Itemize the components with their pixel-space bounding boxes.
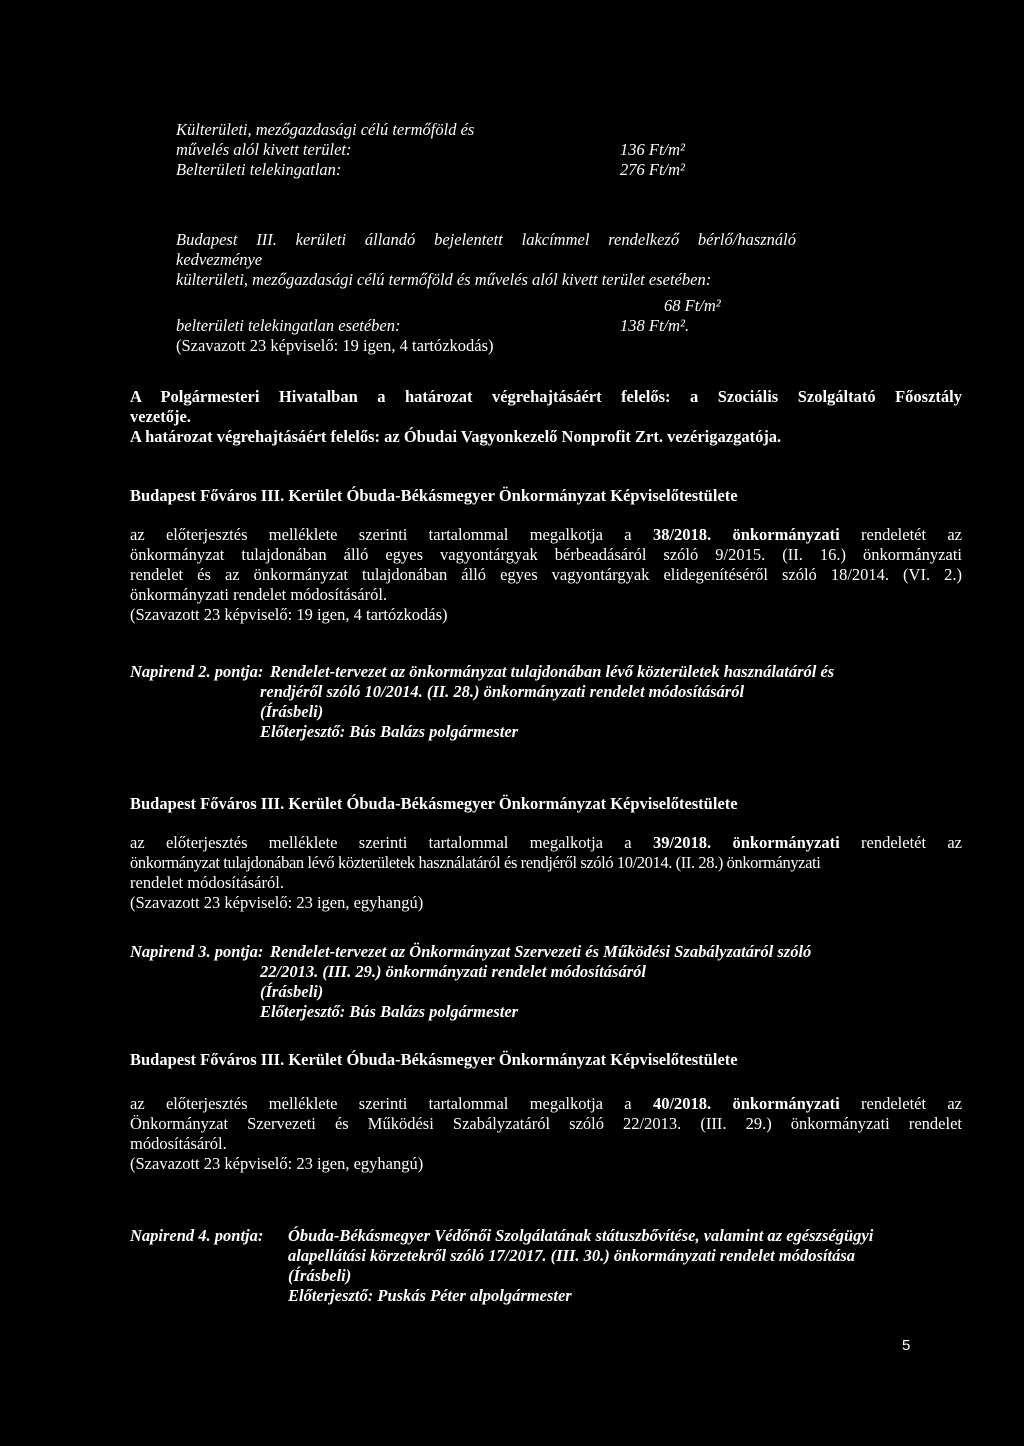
fee-outer-label-1: Külterületi, mezőgazdasági célú termőföld és <box>176 120 475 139</box>
res1-line3: rendelet és az önkormányzat tulajdonában álló egyes vagyontárgyak elidegenítéséről szóló 18/2014. (VI. 2.) <box>130 565 962 584</box>
agenda-4-presenter: Előterjesztő: Puskás Péter alpolgármester <box>288 1286 572 1305</box>
agenda-2-title-1: Rendelet-tervezet az önkormányzat tulajdonában lévő közterületek használatáról és <box>270 662 835 681</box>
res1-line1a: az előterjesztés melléklete szerinti tartalommal megalkotja a <box>130 525 632 544</box>
res3-line3: módosításáról. <box>130 1134 227 1153</box>
res2-line3: rendelet módosításáról. <box>130 873 284 892</box>
agenda-4-type: (Írásbeli) <box>288 1266 352 1285</box>
discount-section <box>176 230 796 356</box>
agenda-4-label: Napirend 4. pontja: <box>130 1226 264 1245</box>
res1-decree-number: 38/2018. önkormányzati <box>652 525 840 544</box>
discount-line-1: Budapest III. kerületi állandó bejelentett lakcímmel rendelkező bérlő/használó <box>176 230 796 249</box>
agenda-2-presenter: Előterjesztő: Bús Balázs polgármester <box>260 722 519 741</box>
council-title-2: Budapest Főváros III. Kerület Óbuda-Békásmegyer Önkormányzat Képviselőtestülete <box>130 794 738 813</box>
agenda-4-title-1: Óbuda-Békásmegyer Védőnői Szolgálatának státuszbővítése, valamint az egészségügyi <box>288 1226 874 1245</box>
discount-value-1: 68 Ft/m² <box>664 296 721 315</box>
res2-line2: önkormányzat tulajdonában lévő közterületek használatáról és rendjéről szóló 10/2014. (II. 28.) önkormányzati <box>130 853 821 872</box>
res3-line1c: rendeletét az <box>861 1094 963 1113</box>
fee-inner-value: 276 Ft/m² <box>620 160 685 179</box>
council-title: Budapest Főváros III. Kerület Óbuda-Békásmegyer Önkormányzat Képviselőtestülete <box>130 486 738 505</box>
resolution-40 <box>130 1050 962 1174</box>
discount-line-2: kedvezménye <box>176 250 263 269</box>
res1-vote: (Szavazott 23 képviselő: 19 igen, 4 tartózkodás) <box>130 605 448 624</box>
discount-vote: (Szavazott 23 képviselő: 19 igen, 4 tartózkodás) <box>176 336 494 355</box>
agenda-item-4 <box>130 1226 962 1308</box>
discount-value-2: 138 Ft/m². <box>620 316 690 335</box>
agenda-4-title-2: alapellátási körzetekről szóló 17/2017. (III. 30.) önkormányzati rendelet módosítása <box>288 1246 855 1265</box>
agenda-2-type: (Írásbeli) <box>260 702 324 721</box>
responsible-line-1: A Polgármesteri Hivatalban a határozat végrehajtásáért felelős: a Szociális Szolgáltató Főosztály <box>130 387 962 406</box>
fee-section <box>176 120 736 180</box>
agenda-2-title-2: rendjéről szóló 10/2014. (II. 28.) önkormányzati rendelet módosításáról <box>260 682 745 701</box>
council-title-3: Budapest Főváros III. Kerület Óbuda-Békásmegyer Önkormányzat Képviselőtestülete <box>130 1050 738 1069</box>
res2-vote: (Szavazott 23 képviselő: 23 igen, egyhangú) <box>130 893 424 912</box>
responsible-line-3: A határozat végrehajtásáért felelős: az Óbudai Vagyonkezelő Nonprofit Zrt. vezérigazgatója. <box>130 427 782 446</box>
fee-outer-label-2: művelés alól kivett terület: <box>176 140 352 159</box>
agenda-3-type: (Írásbeli) <box>260 982 324 1001</box>
res2-decree-number: 39/2018. önkormányzati <box>652 833 840 852</box>
fee-outer-value: 136 Ft/m² <box>620 140 685 159</box>
responsible-line-2: vezetője. <box>130 407 191 426</box>
agenda-3-presenter: Előterjesztő: Bús Balázs polgármester <box>260 1002 519 1021</box>
res3-line2: Önkormányzat Szervezeti és Működési Szabályzatáról szóló 22/2013. (III. 29.) önkormányzati rendelet <box>130 1114 962 1133</box>
res3-vote: (Szavazott 23 képviselő: 23 igen, egyhangú) <box>130 1154 424 1173</box>
res2-line1c: rendeletét az <box>861 833 963 852</box>
agenda-3-title-2: 22/2013. (III. 29.) önkormányzati rendelet módosításáról <box>260 962 646 981</box>
fee-inner-label: Belterületi telekingatlan: <box>176 160 342 179</box>
discount-line-3: külterületi, mezőgazdasági célú termőföld és művelés alól kivett terület esetében: <box>176 270 712 289</box>
res1-line4: önkormányzati rendelet módosításáról. <box>130 585 388 604</box>
agenda-2-label: Napirend 2. pontja: <box>130 662 264 681</box>
agenda-3-label: Napirend 3. pontja: <box>130 942 264 961</box>
res3-decree-number: 40/2018. önkormányzati <box>652 1094 840 1113</box>
responsible-section <box>130 387 962 447</box>
res2-line1a: az előterjesztés melléklete szerinti tartalommal megalkotja a <box>130 833 632 852</box>
res3-line1a: az előterjesztés melléklete szerinti tartalommal megalkotja a <box>130 1094 632 1113</box>
res1-line2: önkormányzat tulajdonában álló egyes vagyontárgyak bérbeadásáról szóló 9/2015. (II. 16.) önkormányzati <box>130 545 962 564</box>
page-number: 5 <box>902 1337 911 1354</box>
resolution-38 <box>130 486 962 625</box>
res1-line1c: rendeletét az <box>861 525 963 544</box>
agenda-item-3 <box>130 942 962 1024</box>
resolution-39 <box>130 794 962 913</box>
agenda-item-2 <box>130 662 962 744</box>
discount-line-4: belterületi telekingatlan esetében: <box>176 316 401 335</box>
agenda-3-title-1: Rendelet-tervezet az Önkormányzat Szervezeti és Működési Szabályzatáról szóló <box>270 942 812 961</box>
